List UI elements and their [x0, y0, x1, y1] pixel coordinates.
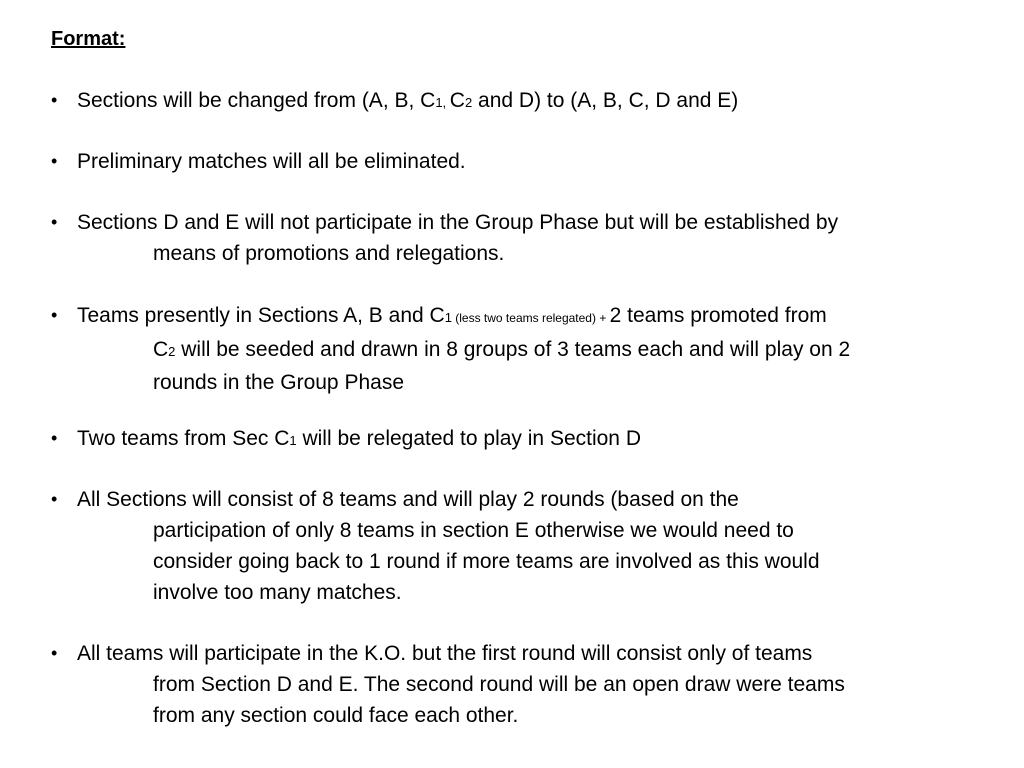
- bullet-line: participation of only 8 teams in section E otherwise we would need to: [153, 519, 794, 542]
- bullet-line: Sections D and E will not participate in the Group Phase but will be established by: [77, 211, 839, 234]
- format-heading: Format:: [51, 28, 126, 50]
- bullet-line: Teams presently in Sections A, B and C1 (less two teams relegated) + 2 teams promoted from: [77, 304, 827, 327]
- bullet-two-teams-relegated: [51, 423, 981, 456]
- bullet-dot-icon: •: [51, 305, 58, 325]
- bullet-line: from any section could face each other.: [153, 704, 519, 727]
- bullet-line: All Sections will consist of 8 teams and will play 2 rounds (based on the: [77, 488, 739, 511]
- bullet-dot-icon: •: [51, 643, 58, 663]
- bullet-line: means of promotions and relegations.: [153, 242, 505, 265]
- bullet-line: All teams will participate in the K.O. but the first round will consist only of teams: [77, 642, 813, 665]
- bullet-sections-change: [51, 85, 981, 118]
- bullet-preliminary-matches: [51, 146, 981, 177]
- bullet-teams-presently: [51, 300, 981, 398]
- bullet-dot-icon: •: [51, 212, 58, 232]
- bullet-all-sections: [51, 484, 981, 608]
- bullet-line: Sections will be changed from (A, B, C1, C2 and D) to (A, B, C, D and E): [77, 89, 739, 112]
- bullet-line: involve too many matches.: [153, 581, 402, 604]
- bullet-sections-d-e: [51, 207, 981, 269]
- bullet-ko-round: [51, 638, 981, 731]
- bullet-dot-icon: •: [51, 428, 58, 448]
- bullet-dot-icon: •: [51, 489, 58, 509]
- bullet-dot-icon: •: [51, 151, 58, 171]
- bullet-dot-icon: •: [51, 90, 58, 110]
- bullet-line: rounds in the Group Phase: [153, 371, 404, 394]
- bullet-line: Two teams from Sec C1 will be relegated to play in Section D: [77, 427, 641, 450]
- bullet-line: consider going back to 1 round if more teams are involved as this would: [153, 550, 820, 573]
- bullet-line: from Section D and E. The second round will be an open draw were teams: [153, 673, 845, 696]
- bullet-line: C2 will be seeded and drawn in 8 groups of 3 teams each and will play on 2: [153, 338, 851, 361]
- bullet-line: Preliminary matches will all be eliminated.: [77, 150, 466, 173]
